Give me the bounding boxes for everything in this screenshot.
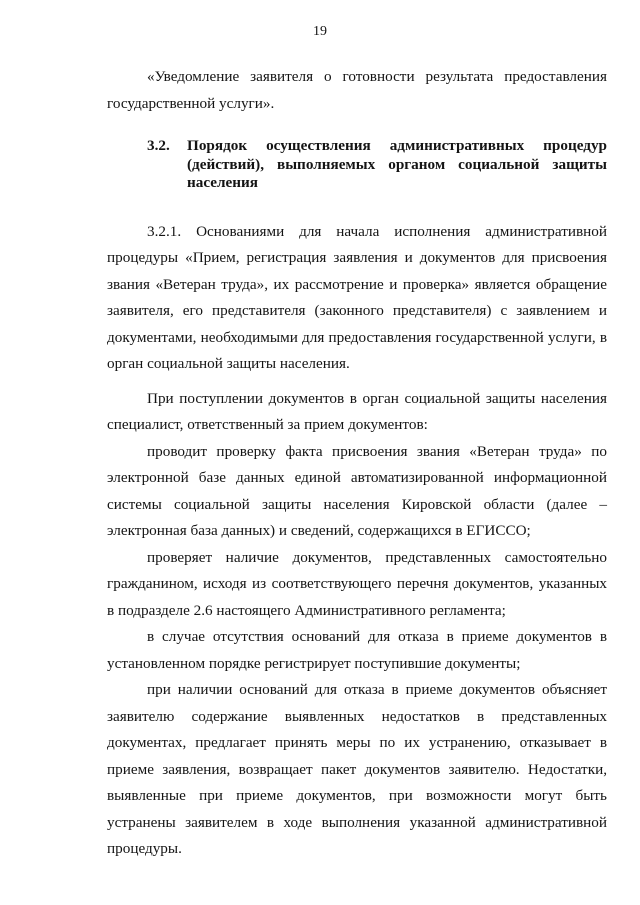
paragraph-check-title: проводит проверку факта присвоения звания «Ветеран труда» по электронной базе данных единой автоматизированной информационной системы социальной защиты населения Кировской области (далее – электронная база данных) и сведений, содержащихся в ЕГИССО; [107,442,607,539]
page-number: 19 [313,24,327,39]
paragraph-refusal-grounds: при наличии оснований для отказа в приеме документов объясняет заявителю содержание выявленных недостатков в представленных документах, предлагает принять меры по их устранению, отказывает в приеме заявления, возвращает пакет документов заявителю. Недостатки, выявленные при приеме документов, при возможности могут быть устранены заявителем в ходе выполнения указанной административной процедуры. [107,681,607,857]
section-number: 3.2. [147,137,170,154]
paragraph-3-2-1: 3.2.1. Основаниями для начала исполнения административной процедуры «Прием, регистрация заявления и документов для присвоения звания «Ветеран труда», их рассмотрение и проверка» является обращение заявителя, его представителя (законного представителя) с заявлением и документами, необходимыми для предоставления государственной услуги, в орган социальной защиты населения. [107,222,607,372]
paragraph-receipt-of-documents: При поступлении документов в орган социальной защиты населения специалист, ответственный за прием документов: [107,389,607,433]
intro-paragraph: «Уведомление заявителя о готовности результата предоставления государственной услуги». [107,68,607,112]
section-heading [107,137,607,193]
paragraph-register-documents: в случае отсутствия оснований для отказа в приеме документов в установленном порядке регистрирует поступившие документы; [107,628,607,672]
paragraph-check-documents: проверяет наличие документов, представленных самостоятельно гражданином, исходя из соответствующего перечня документов, указанных в подразделе 2.6 настоящего Административного регламента; [107,548,607,619]
document-body [107,64,607,863]
section-title: Порядок осуществления административных процедур (действий), выполняемых органом социальной защиты населения [187,137,607,191]
